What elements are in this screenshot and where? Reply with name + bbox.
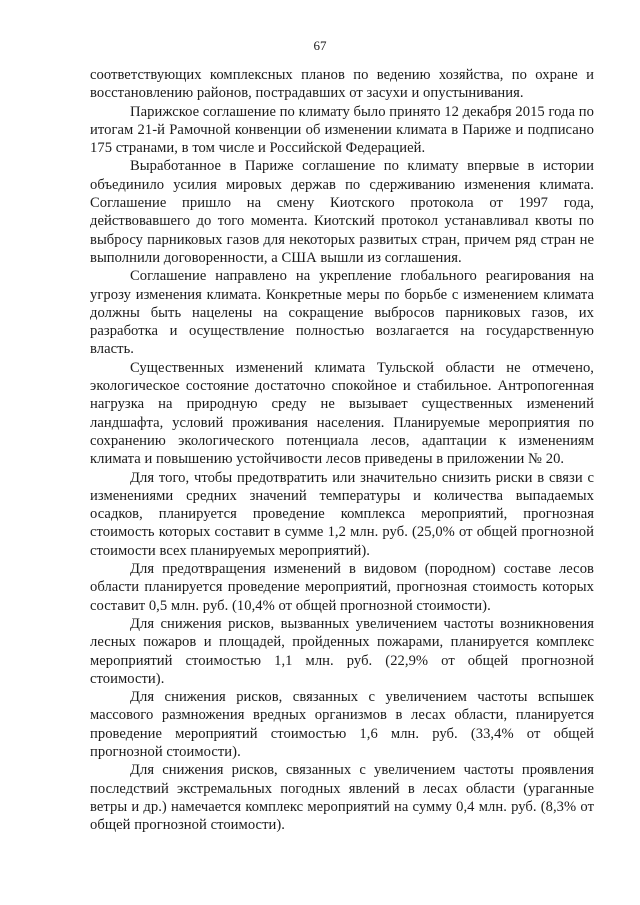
paragraph-kyoto-protocol: Выработанное в Париже соглашение по климату впервые в истории объединило усилия мировых держав по сдерживанию изменения климата. Соглашение пришло на смену Киотского протокола от 1997 года, действовавшего до того момента. Киотский протокол устанавливал квоты по выбросу парниковых газов для некоторых развитых стран, причем ряд стран не выполнили договоренности, а США вышли из соглашения. [90, 158, 594, 266]
paragraph-species-composition: Для предотвращения изменений в видовом (породном) составе лесов области планируется проведение мероприятий, прогнозная стоимость которых составит 0,5 млн. руб. (10,4% от общей прогнозной стоимости). [90, 561, 594, 614]
paragraph-temperature-risks: Для того, чтобы предотвратить или значительно снизить риски в связи с изменениями средних значений температуры и количества выпадаемых осадков, планируется проведение комплекса мероприятий, прогнозная стоимость которых составит в сумме 1,2 млн. руб. (25,0% от общей прогнозной стоимости всех планируемых мероприятий). [90, 469, 594, 559]
paragraph-pest-outbreaks: Для снижения рисков, связанных с увеличением частоты вспышек массового размножения вредных организмов в лесах области, планируется проведение мероприятий стоимостью 1,6 млн. руб. (33,4% от общей прогнозной стоимости). [90, 689, 594, 760]
paragraph-continuation: соответствующих комплексных планов по ведению хозяйства, по охране и восстановлению районов, пострадавших от засухи и опустынивания. [90, 67, 594, 102]
paragraph-extreme-weather: Для снижения рисков, связанных с увеличением частоты проявления последствий экстремальных погодных явлений в лесах области (ураганные ветры и др.) намечается комплекс мероприятий на сумму 0,4 млн. руб. (8,3% от общей прогнозной стоимости). [90, 762, 594, 834]
paragraph-tula-climate: Существенных изменений климата Тульской области не отмечено, экологическое состояние достаточно спокойное и стабильное. Антропогенная нагрузка на природную среду не вызывает существенных изменений ландшафта, условий проживания населения. Планируемые мероприятия по сохранению экологического потенциала лесов, адаптации к изменениям климата и повышению устойчивости лесов приведены в приложении № 20. [90, 359, 594, 468]
page-number: 67 [313, 38, 327, 53]
paragraph-agreement-goal: Соглашение направлено на укрепление глобального реагирования на угрозу изменения климата. Конкретные меры по борьбе с изменением климата должны быть нацелены на сокращение выбросов парниковых газов, их разработка и осуществление полностью возлагается на государственную власть. [90, 268, 594, 358]
paragraph-forest-fires: Для снижения рисков, вызванных увеличением частоты возникновения лесных пожаров и площадей, пройденных пожарами, планируется комплекс мероприятий стоимостью 1,1 млн. руб. (22,9% от общей прогнозной стоимости). [90, 615, 594, 687]
document-body [90, 66, 594, 834]
paragraph-paris-agreement: Парижское соглашение по климату было принято 12 декабря 2015 года по итогам 21-й Рамочной конвенции об изменении климата в Париже и подписано 175 странами, в том числе и Российской Федерацией. [90, 103, 594, 157]
